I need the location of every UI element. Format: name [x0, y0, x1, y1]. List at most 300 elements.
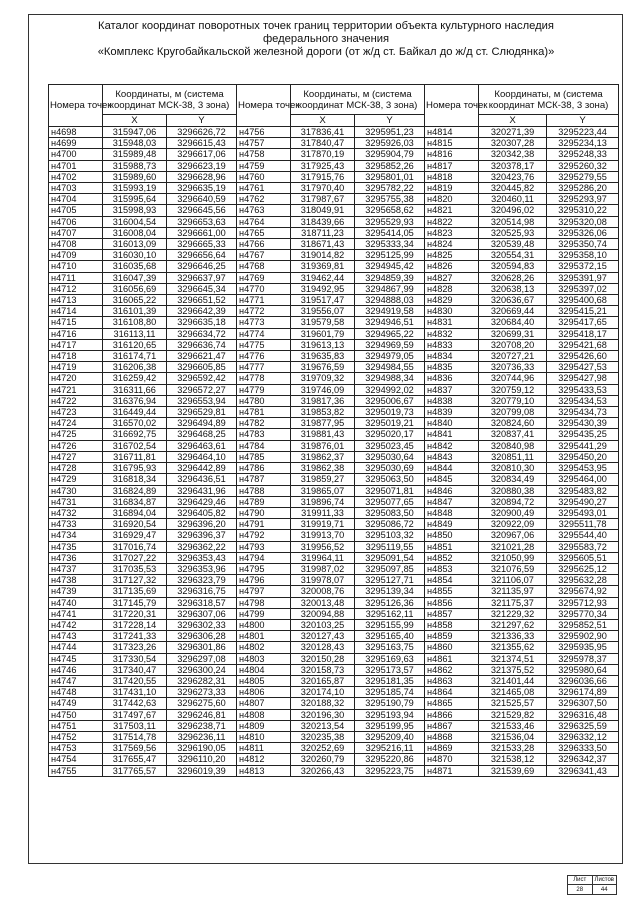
coord-y: 3295632,28 [547, 575, 619, 586]
point-number: н4747 [49, 675, 103, 686]
point-number: н4737 [49, 563, 103, 574]
point-number: н4870 [425, 754, 479, 765]
coord-y: 3294984,55 [355, 362, 425, 373]
table-row [49, 216, 619, 227]
point-number: н4751 [49, 720, 103, 731]
point-number: н4785 [237, 451, 291, 462]
coord-y: 3296626,72 [167, 127, 237, 138]
coord-y: 3294888,03 [355, 295, 425, 306]
coord-x: 316818,34 [103, 474, 167, 485]
point-number: н4755 [49, 765, 103, 776]
coord-x: 319709,32 [291, 373, 355, 384]
coord-y: 3296640,59 [167, 194, 237, 205]
table-row [49, 496, 619, 507]
coord-y: 3296396,20 [167, 519, 237, 530]
point-number: н4707 [49, 227, 103, 238]
coord-x: 317915,76 [291, 171, 355, 182]
point-number: н4782 [237, 418, 291, 429]
point-number: н4775 [237, 339, 291, 350]
coord-x: 316702,54 [103, 440, 167, 451]
coord-y: 3295126,36 [355, 597, 425, 608]
coord-y: 3295397,02 [547, 283, 619, 294]
point-number: н4738 [49, 575, 103, 586]
table-row [49, 597, 619, 608]
coord-y: 3296636,74 [167, 339, 237, 350]
coord-x: 321465,08 [479, 687, 547, 698]
coord-x: 320150,28 [291, 653, 355, 664]
point-number: н4722 [49, 395, 103, 406]
coord-x: 319676,59 [291, 362, 355, 373]
point-number: н4752 [49, 731, 103, 742]
coord-x: 321021,28 [479, 541, 547, 552]
coord-y: 3295433,53 [547, 384, 619, 395]
coord-y: 3295391,97 [547, 272, 619, 283]
point-number: н4838 [425, 395, 479, 406]
table-row [49, 765, 619, 776]
coord-y: 3296442,89 [167, 463, 237, 474]
coord-y: 3295260,32 [547, 160, 619, 171]
point-number: н4845 [425, 474, 479, 485]
coord-y: 3296645,34 [167, 283, 237, 294]
point-number: н4855 [425, 586, 479, 597]
table-row [49, 485, 619, 496]
coord-x: 316035,68 [103, 261, 167, 272]
table-row [49, 631, 619, 642]
point-number: н4864 [425, 687, 479, 698]
coord-x: 317330,54 [103, 653, 167, 664]
point-number: н4704 [49, 194, 103, 205]
coord-x: 316108,80 [103, 317, 167, 328]
coord-y: 3295435,25 [547, 429, 619, 440]
point-number: н4804 [237, 664, 291, 675]
coord-x: 319613,13 [291, 339, 355, 350]
coord-x: 320684,40 [479, 317, 547, 328]
table-row [49, 451, 619, 462]
table-row [49, 463, 619, 474]
point-number: н4784 [237, 440, 291, 451]
coord-x: 318711,23 [291, 227, 355, 238]
coord-x: 320514,98 [479, 216, 547, 227]
point-number: н4814 [425, 127, 479, 138]
point-number: н4803 [237, 653, 291, 664]
coord-x: 319913,70 [291, 530, 355, 541]
coord-y: 3295674,92 [547, 586, 619, 597]
point-number: н4703 [49, 183, 103, 194]
point-number: н4705 [49, 205, 103, 216]
table-row [49, 743, 619, 754]
point-number: н4827 [425, 272, 479, 283]
coord-y: 3294979,05 [355, 351, 425, 362]
coord-x: 320445,82 [479, 183, 547, 194]
point-number: н4834 [425, 351, 479, 362]
coord-y: 3295030,64 [355, 451, 425, 462]
coord-y: 3296656,64 [167, 250, 237, 261]
coord-y: 3296302,33 [167, 619, 237, 630]
coord-x: 315998,93 [103, 205, 167, 216]
coord-y: 3295418,17 [547, 328, 619, 339]
coord-x: 315948,03 [103, 138, 167, 149]
point-number: н4701 [49, 160, 103, 171]
table-row [49, 171, 619, 182]
coord-x: 316174,71 [103, 351, 167, 362]
coord-x: 320013,48 [291, 597, 355, 608]
coord-y: 3295441,29 [547, 440, 619, 451]
coord-x: 319556,07 [291, 306, 355, 317]
coord-x: 321375,52 [479, 664, 547, 675]
coord-x: 321539,69 [479, 765, 547, 776]
coord-y: 3295417,65 [547, 317, 619, 328]
table-row [49, 272, 619, 283]
table-row [49, 440, 619, 451]
coord-y: 3296651,52 [167, 295, 237, 306]
coord-y: 3295529,93 [355, 216, 425, 227]
coord-y: 3296300,24 [167, 664, 237, 675]
header-y: Y [355, 115, 425, 127]
coord-x: 320539,48 [479, 239, 547, 250]
coord-y: 3295935,95 [547, 642, 619, 653]
coord-y: 3296628,96 [167, 171, 237, 182]
table-row [49, 530, 619, 541]
coord-y: 3295583,72 [547, 541, 619, 552]
coord-x: 319876,01 [291, 440, 355, 451]
point-number: н4833 [425, 339, 479, 350]
point-number: н4759 [237, 160, 291, 171]
coord-y: 3296642,39 [167, 306, 237, 317]
coord-x: 321229,32 [479, 608, 547, 619]
coord-x: 317027,22 [103, 552, 167, 563]
coord-x: 320708,20 [479, 339, 547, 350]
coord-x: 320759,12 [479, 384, 547, 395]
point-number: н4857 [425, 608, 479, 619]
point-number: н4772 [237, 306, 291, 317]
coord-y: 3296645,56 [167, 205, 237, 216]
coord-x: 319964,11 [291, 552, 355, 563]
header-x: X [479, 115, 547, 127]
coord-y: 3295077,65 [355, 496, 425, 507]
coord-x: 320894,72 [479, 496, 547, 507]
point-number: н4750 [49, 709, 103, 720]
table-row [49, 586, 619, 597]
point-number: н4847 [425, 496, 479, 507]
coord-x: 316047,39 [103, 272, 167, 283]
coord-x: 320636,67 [479, 295, 547, 306]
coord-x: 319987,02 [291, 563, 355, 574]
coord-x: 318671,43 [291, 239, 355, 250]
coord-x: 320271,39 [479, 127, 547, 138]
coord-x: 317840,47 [291, 138, 355, 149]
point-number: н4809 [237, 720, 291, 731]
coord-x: 317145,79 [103, 597, 167, 608]
sheet-value: 28 [576, 887, 584, 893]
coord-x: 321336,33 [479, 631, 547, 642]
coord-y: 3296036,66 [547, 675, 619, 686]
point-number: н4718 [49, 351, 103, 362]
coord-x: 320834,49 [479, 474, 547, 485]
coord-x: 319492,95 [291, 283, 355, 294]
coord-y: 3294969,59 [355, 339, 425, 350]
point-number: н4799 [237, 608, 291, 619]
point-number: н4767 [237, 250, 291, 261]
table-row [49, 608, 619, 619]
coord-y: 3296494,89 [167, 418, 237, 429]
point-number: н4766 [237, 239, 291, 250]
title-line-1: Каталог координат поворотных точек границ территории объекта культурного наследия [98, 20, 554, 32]
coord-x: 320880,38 [479, 485, 547, 496]
header-y: Y [547, 115, 619, 127]
coord-y: 3295063,50 [355, 474, 425, 485]
coord-y: 3295421,68 [547, 339, 619, 350]
coord-x: 320744,96 [479, 373, 547, 384]
coord-y: 3296238,71 [167, 720, 237, 731]
coord-x: 316795,93 [103, 463, 167, 474]
point-number: н4721 [49, 384, 103, 395]
coord-y: 3295030,69 [355, 463, 425, 474]
coord-y: 3294992,02 [355, 384, 425, 395]
coord-x: 321297,62 [479, 619, 547, 630]
coord-y: 3294945,42 [355, 261, 425, 272]
coord-x: 321525,57 [479, 698, 547, 709]
coord-y: 3296353,43 [167, 552, 237, 563]
coord-x: 316259,42 [103, 373, 167, 384]
point-number: н4849 [425, 519, 479, 530]
coord-x: 319978,07 [291, 575, 355, 586]
table-row [49, 227, 619, 238]
coord-x: 317135,69 [103, 586, 167, 597]
coord-x: 317431,10 [103, 687, 167, 698]
point-number: н4863 [425, 675, 479, 686]
coord-y: 3295464,00 [547, 474, 619, 485]
coord-x: 320594,83 [479, 261, 547, 272]
coord-y: 3296592,42 [167, 373, 237, 384]
coord-y: 3296282,31 [167, 675, 237, 686]
table-row [49, 395, 619, 406]
coord-x: 317220,31 [103, 608, 167, 619]
coord-y: 3295199,95 [355, 720, 425, 731]
coord-x: 319919,71 [291, 519, 355, 530]
point-number: н4796 [237, 575, 291, 586]
coord-y: 3295712,93 [547, 597, 619, 608]
coord-y: 3295209,40 [355, 731, 425, 742]
header-x: X [291, 115, 355, 127]
coordinates-table [48, 84, 619, 777]
point-number: н4743 [49, 631, 103, 642]
coord-y: 3295279,55 [547, 171, 619, 182]
coord-y: 3295605,51 [547, 552, 619, 563]
coord-y: 3296306,28 [167, 631, 237, 642]
table-row [49, 552, 619, 563]
table-row [49, 407, 619, 418]
coord-x: 319956,52 [291, 541, 355, 552]
coord-x: 320252,69 [291, 743, 355, 754]
coord-x: 319635,83 [291, 351, 355, 362]
coord-y: 3294946,51 [355, 317, 425, 328]
point-number: н4758 [237, 149, 291, 160]
coord-x: 319877,95 [291, 418, 355, 429]
coord-x: 315993,19 [103, 183, 167, 194]
coord-x: 316824,89 [103, 485, 167, 496]
point-number: н4837 [425, 384, 479, 395]
point-number: н4714 [49, 306, 103, 317]
point-number: н4748 [49, 687, 103, 698]
point-number: н4797 [237, 586, 291, 597]
point-number: н4728 [49, 463, 103, 474]
coord-x: 320840,98 [479, 440, 547, 451]
coord-x: 321536,04 [479, 731, 547, 742]
point-number: н4789 [237, 496, 291, 507]
point-number: н4735 [49, 541, 103, 552]
point-number: н4854 [425, 575, 479, 586]
coord-y: 3294988,34 [355, 373, 425, 384]
table-row [49, 675, 619, 686]
coord-y: 3295450,20 [547, 451, 619, 462]
table-row [49, 127, 619, 138]
point-number: н4790 [237, 507, 291, 518]
coord-y: 3296621,47 [167, 351, 237, 362]
coord-y: 3295163,75 [355, 642, 425, 653]
table-row [49, 194, 619, 205]
table-row [49, 720, 619, 731]
coord-x: 321076,59 [479, 563, 547, 574]
table-row [49, 731, 619, 742]
point-number: н4719 [49, 362, 103, 373]
point-number: н4818 [425, 171, 479, 182]
point-number: н4777 [237, 362, 291, 373]
sheets-count-cell [592, 876, 617, 894]
coord-y: 3295320,08 [547, 216, 619, 227]
point-number: н4768 [237, 261, 291, 272]
coord-x: 319817,36 [291, 395, 355, 406]
coord-x: 320196,30 [291, 709, 355, 720]
coord-y: 3295852,26 [355, 160, 425, 171]
header-point-number: Номера точек [237, 85, 291, 127]
point-number: н4753 [49, 743, 103, 754]
coord-x: 320235,38 [291, 731, 355, 742]
coord-y: 3296634,72 [167, 328, 237, 339]
point-number: н4733 [49, 519, 103, 530]
coord-y: 3296396,37 [167, 530, 237, 541]
coord-y: 3296615,43 [167, 138, 237, 149]
coord-y: 3295852,51 [547, 619, 619, 630]
coord-y: 3296246,81 [167, 709, 237, 720]
coord-x: 320103,25 [291, 619, 355, 630]
coord-y: 3296464,10 [167, 451, 237, 462]
coord-y: 3295310,22 [547, 205, 619, 216]
coord-x: 320967,06 [479, 530, 547, 541]
coord-y: 3295193,94 [355, 709, 425, 720]
coord-y: 3295234,13 [547, 138, 619, 149]
point-number: н4795 [237, 563, 291, 574]
table-row [49, 474, 619, 485]
coord-y: 3296661,00 [167, 227, 237, 238]
coord-x: 320638,13 [479, 283, 547, 294]
table-row [49, 328, 619, 339]
point-number: н4779 [237, 384, 291, 395]
coord-y: 3295155,99 [355, 619, 425, 630]
coord-y: 3295293,97 [547, 194, 619, 205]
coord-y: 3296605,85 [167, 362, 237, 373]
point-number: н4793 [237, 541, 291, 552]
coord-y: 3296318,57 [167, 597, 237, 608]
coord-y: 3296307,06 [167, 608, 237, 619]
table-row [49, 339, 619, 350]
point-number: н4740 [49, 597, 103, 608]
point-number: н4829 [425, 295, 479, 306]
coord-y: 3294919,58 [355, 306, 425, 317]
point-number: н4710 [49, 261, 103, 272]
header-coordinates: Координаты, м (система координат МСК-38, 3 зона) [291, 85, 425, 115]
coord-y: 3296190,05 [167, 743, 237, 754]
point-number: н4769 [237, 272, 291, 283]
coord-y: 3295181,35 [355, 675, 425, 686]
table-row [49, 754, 619, 765]
coord-x: 315988,73 [103, 160, 167, 171]
coord-x: 319601,79 [291, 328, 355, 339]
coord-y: 3295782,22 [355, 183, 425, 194]
coord-x: 316008,04 [103, 227, 167, 238]
point-number: н4811 [237, 743, 291, 754]
coord-y: 3295216,11 [355, 743, 425, 754]
point-number: н4842 [425, 440, 479, 451]
coord-x: 317655,47 [103, 754, 167, 765]
sheets-value: 44 [600, 887, 608, 893]
coord-y: 3295326,06 [547, 227, 619, 238]
sheet-number-cell [568, 876, 592, 894]
point-number: н4770 [237, 283, 291, 294]
point-number: н4731 [49, 496, 103, 507]
coord-y: 3296273,33 [167, 687, 237, 698]
coord-x: 316920,54 [103, 519, 167, 530]
point-number: н4774 [237, 328, 291, 339]
point-number: н4742 [49, 619, 103, 630]
coord-y: 3296429,46 [167, 496, 237, 507]
coord-y: 3295083,50 [355, 507, 425, 518]
coord-y: 3296341,43 [547, 765, 619, 776]
coord-y: 3296301,86 [167, 642, 237, 653]
coord-y: 3295086,72 [355, 519, 425, 530]
point-number: н4739 [49, 586, 103, 597]
point-number: н4724 [49, 418, 103, 429]
point-number: н4859 [425, 631, 479, 642]
table-row [49, 250, 619, 261]
coord-x: 316056,69 [103, 283, 167, 294]
coord-x: 319862,37 [291, 451, 355, 462]
point-number: н4812 [237, 754, 291, 765]
point-number: н4858 [425, 619, 479, 630]
coord-x: 321374,51 [479, 653, 547, 664]
point-number: н4717 [49, 339, 103, 350]
coord-y: 3296405,82 [167, 507, 237, 518]
coord-x: 319746,09 [291, 384, 355, 395]
point-number: н4723 [49, 407, 103, 418]
coord-y: 3295415,21 [547, 306, 619, 317]
coord-y: 3295286,20 [547, 183, 619, 194]
point-number: н4781 [237, 407, 291, 418]
header-point-number: Номера точек [425, 85, 479, 127]
coord-x: 320188,32 [291, 698, 355, 709]
coord-x: 320460,11 [479, 194, 547, 205]
coord-x: 321106,07 [479, 575, 547, 586]
coord-y: 3295023,45 [355, 440, 425, 451]
coord-x: 319896,74 [291, 496, 355, 507]
coord-y: 3296236,11 [167, 731, 237, 742]
coord-x: 317925,43 [291, 160, 355, 171]
coord-x: 321401,44 [479, 675, 547, 686]
coord-y: 3296110,20 [167, 754, 237, 765]
coord-y: 3295139,34 [355, 586, 425, 597]
coord-x: 320810,30 [479, 463, 547, 474]
coord-y: 3295223,75 [355, 765, 425, 776]
point-number: н4741 [49, 608, 103, 619]
